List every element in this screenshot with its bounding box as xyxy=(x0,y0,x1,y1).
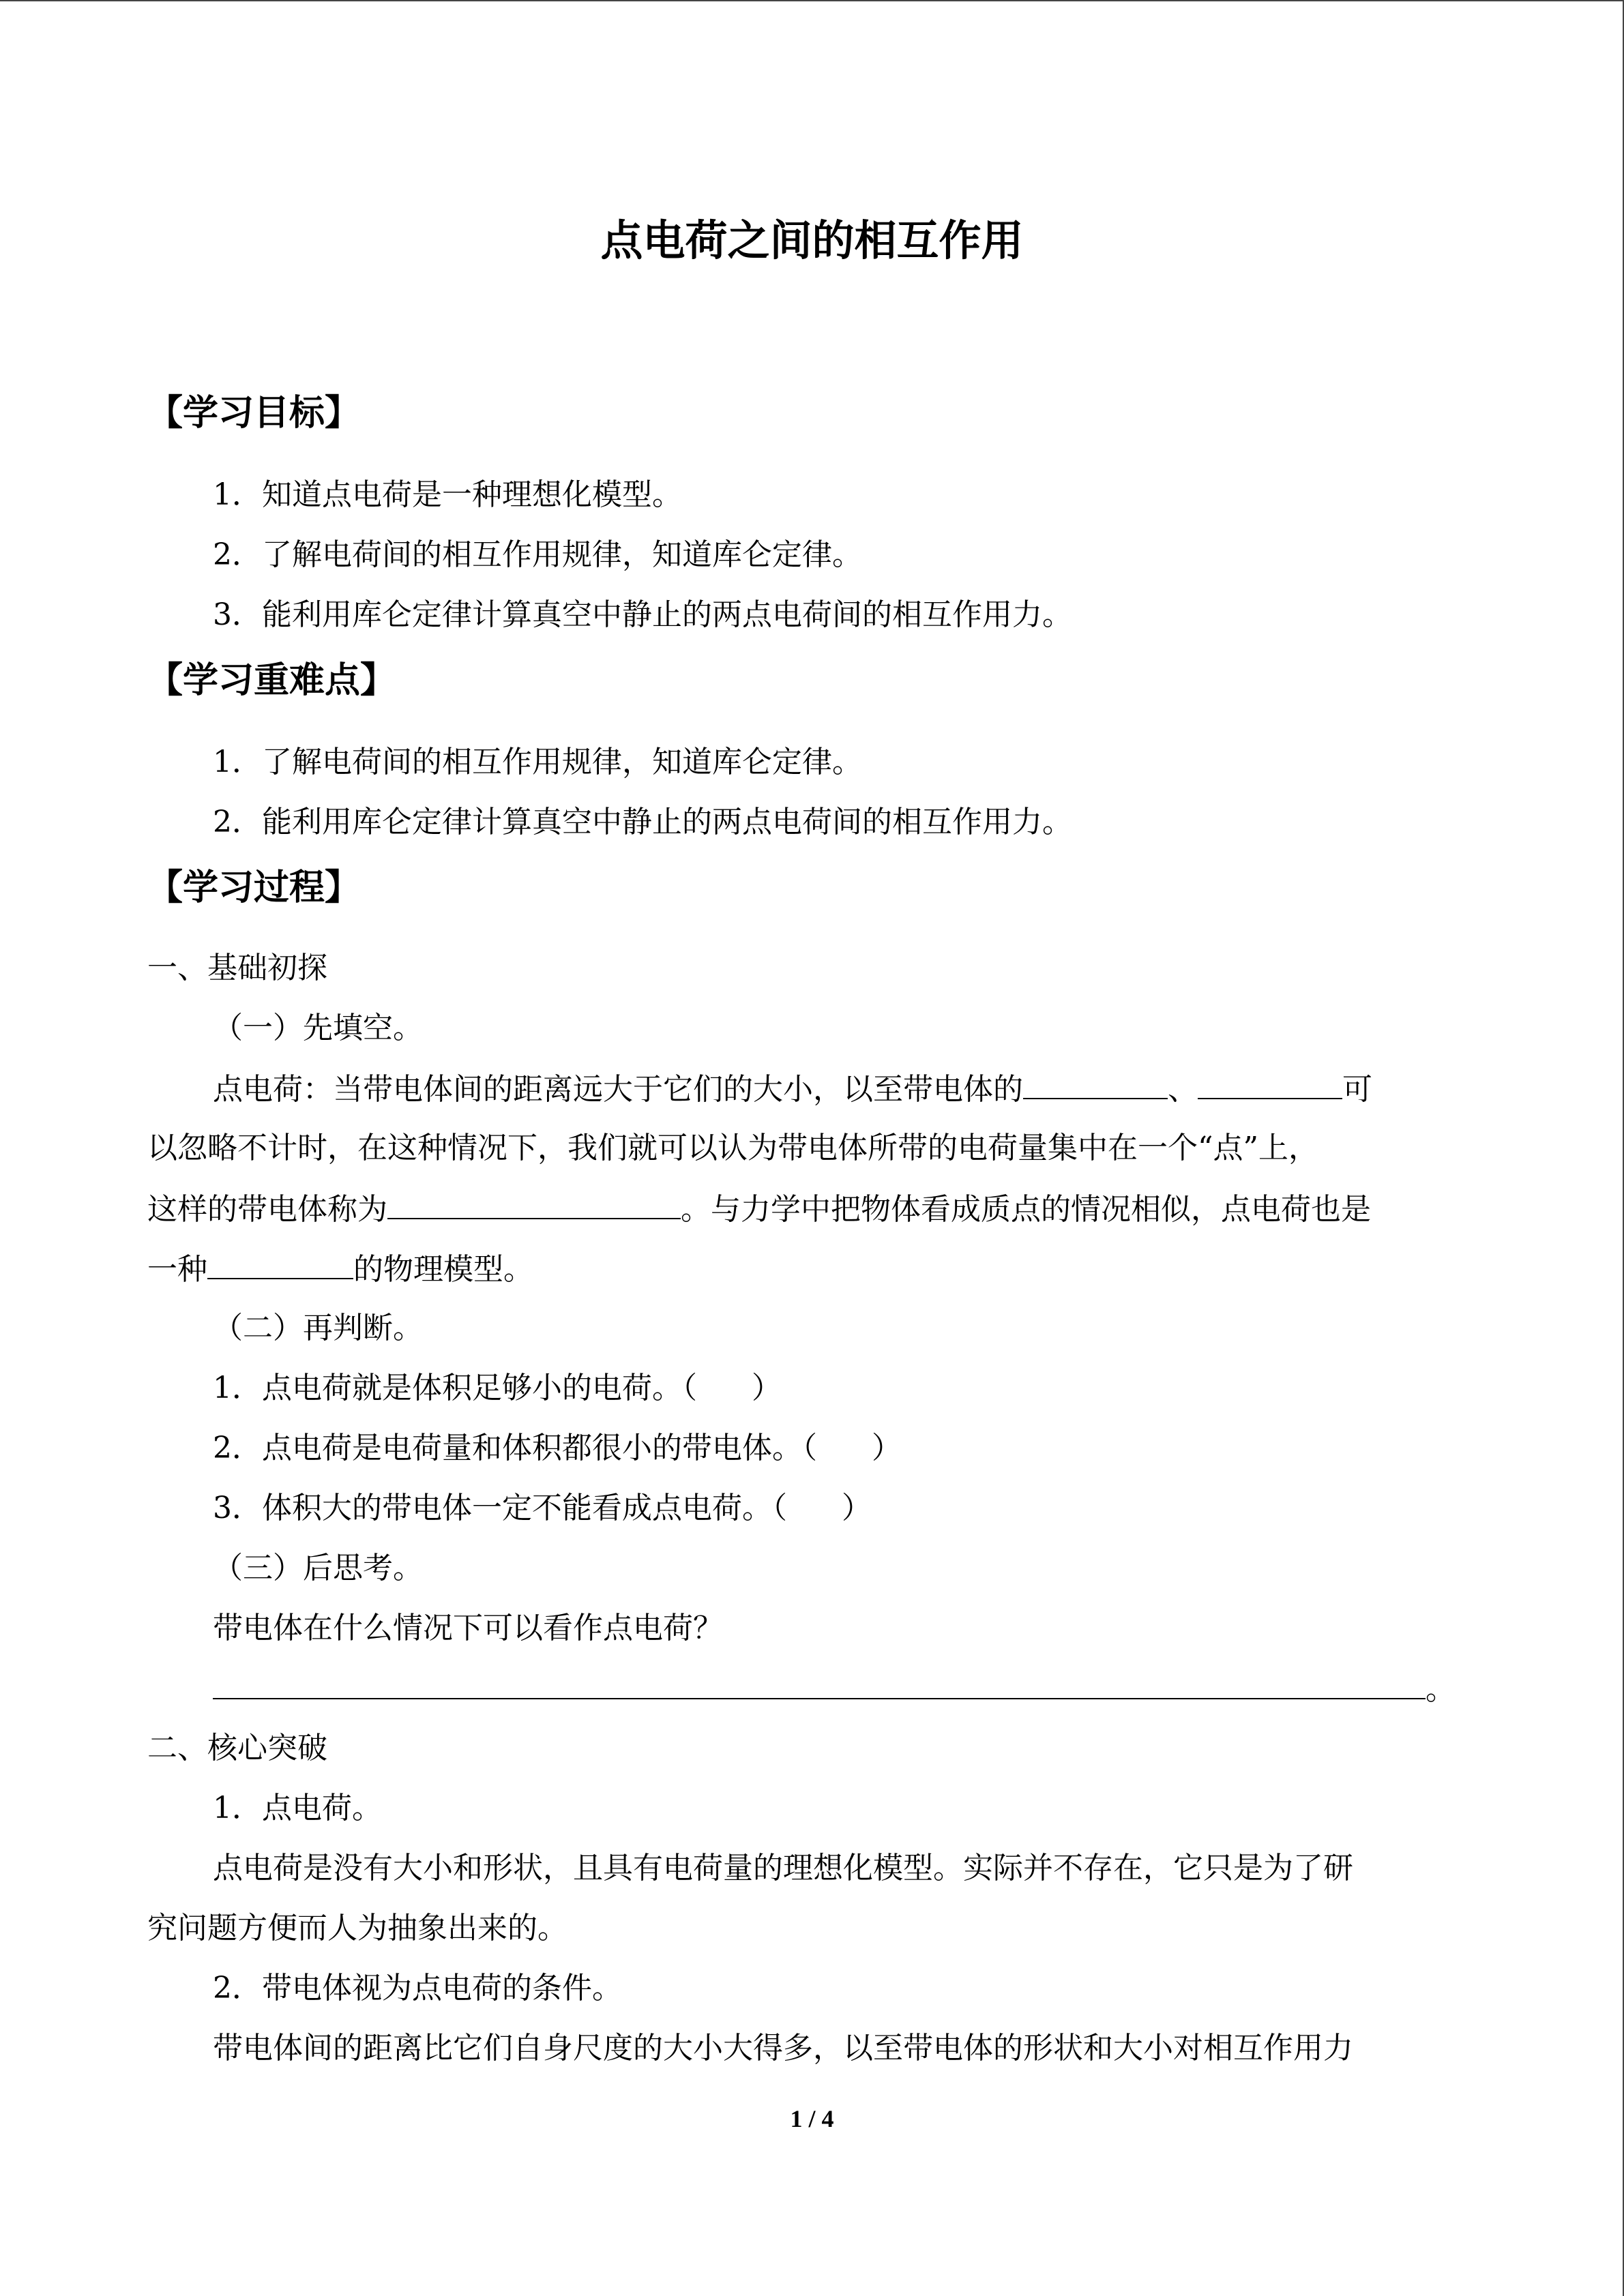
judge-item xyxy=(213,1368,782,1409)
key-point-item: 2．能利用库仑定律计算真空中静止的两点电荷间的相互作用力。 xyxy=(213,805,1072,839)
judge-close: ） xyxy=(842,1491,872,1525)
judge-text: 3．体积大的带电体一定不能看成点电荷。（ xyxy=(213,1491,787,1525)
sub-section-fill: （一）先填空。 xyxy=(213,1011,423,1045)
think-answer-line xyxy=(213,1668,1456,1710)
fill-paragraph-line-4 xyxy=(147,1248,533,1290)
key-points-heading: 【学习重难点】 xyxy=(147,660,396,701)
judge-close: ） xyxy=(752,1371,782,1405)
part2-title: 二、核心突破 xyxy=(147,1731,327,1765)
judge-text: 1．点电荷就是体积足够小的电荷。（ xyxy=(213,1371,697,1405)
fill-text: 一种 xyxy=(147,1252,207,1287)
objectives-heading: 【学习目标】 xyxy=(147,393,361,434)
think-answer-end: 。 xyxy=(1426,1672,1456,1707)
page-number: 1 / 4 xyxy=(790,2105,834,2132)
fill-blank-idealized[interactable] xyxy=(207,1248,353,1279)
judge-item xyxy=(213,1428,902,1469)
think-answer-blank[interactable] xyxy=(213,1668,1426,1699)
key-point-item: 1．了解电荷间的相互作用规律，知道库仑定律。 xyxy=(213,745,862,779)
core2-title: 2．带电体视为点电荷的条件。 xyxy=(213,1971,622,2006)
fill-text: 。与力学中把物体看成质点的情况相似，点电荷也是 xyxy=(681,1192,1371,1227)
core1-title: 1．点电荷。 xyxy=(213,1791,382,1825)
core2-paragraph-line-1: 带电体间的距离比它们自身尺度的大小大得多，以至带电体的形状和大小对相互作用力 xyxy=(213,2031,1353,2066)
objective-item: 3．能利用库仑定律计算真空中静止的两点电荷间的相互作用力。 xyxy=(213,597,1072,632)
page-top-border xyxy=(0,0,1624,1)
fill-blank-shape[interactable] xyxy=(1023,1068,1168,1099)
fill-paragraph-line-2: 以忽略不计时，在这种情况下，我们就可以认为带电体所带的电荷量集中在一个“点”上， xyxy=(147,1131,1318,1165)
fill-text: 点电荷：当带电体间的距离远大于它们的大小，以至带电体的 xyxy=(213,1072,1023,1107)
objective-item: 2．了解电荷间的相互作用规律，知道库仑定律。 xyxy=(213,537,862,572)
fill-text: 这样的带电体称为 xyxy=(147,1192,387,1227)
core1-paragraph-line-2: 究问题方便而人为抽象出来的。 xyxy=(147,1911,567,1945)
core1-paragraph-line-1: 点电荷是没有大小和形状，且具有电荷量的理想化模型。实际并不存在，它只是为了研 xyxy=(213,1851,1353,1885)
judge-text: 2．点电荷是电荷量和体积都很小的带电体。（ xyxy=(213,1431,817,1465)
fill-blank-size[interactable] xyxy=(1198,1068,1342,1099)
think-question: 带电体在什么情况下可以看作点电荷？ xyxy=(213,1611,723,1645)
fill-text: 的物理模型。 xyxy=(353,1252,533,1287)
sub-section-judge: （二）再判断。 xyxy=(213,1311,423,1345)
fill-blank-point-charge[interactable] xyxy=(387,1188,681,1219)
fill-paragraph-line-1 xyxy=(213,1068,1372,1110)
fill-paragraph-line-3 xyxy=(147,1188,1371,1230)
part1-title: 一、基础初探 xyxy=(147,951,327,985)
fill-text: 可 xyxy=(1342,1072,1372,1107)
fill-separator: 、 xyxy=(1168,1072,1198,1107)
process-heading: 【学习过程】 xyxy=(147,867,361,908)
judge-close: ） xyxy=(872,1431,902,1465)
sub-section-think: （三）后思考。 xyxy=(213,1551,423,1585)
document-title: 点电荷之间的相互作用 xyxy=(600,215,1024,265)
objective-item: 1．知道点电荷是一种理想化模型。 xyxy=(213,477,682,512)
judge-item xyxy=(213,1488,872,1529)
